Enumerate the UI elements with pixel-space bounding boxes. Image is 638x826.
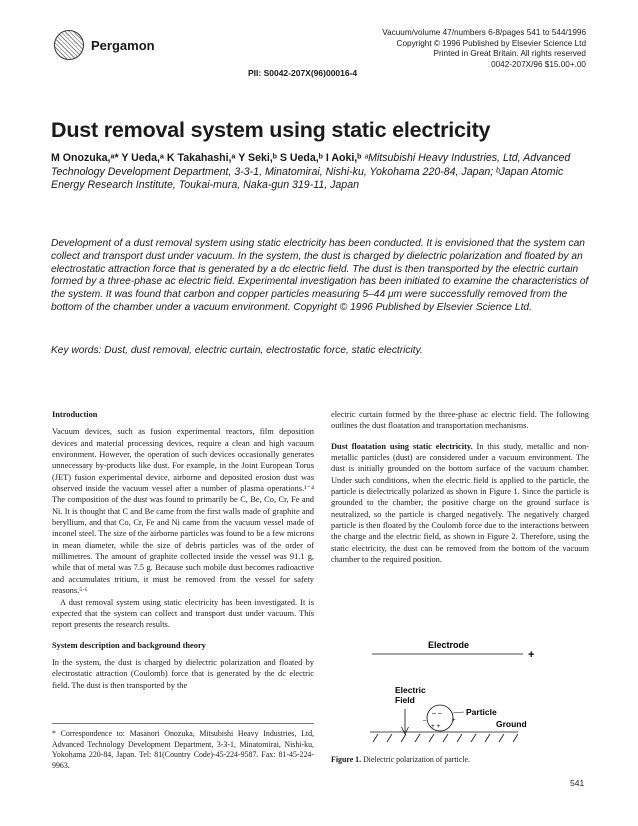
- introduction-paragraph-2: A dust removal system using static electricity has been investigated. It is expected that the system can collect and transport dust under vacuum. This report presents the research results.: [52, 597, 314, 630]
- correspondence-footnote: * Correspondence to: Masanori Onozuka, Mitsubishi Heavy Industries, Ltd, Advanced Technology Development Department, 3-3-1, Minatomirai, Nishi-ku, Yokohama 220-84, Japan. Tel: 81(Country Code)-45-224-9587. Fax: 81-45-224-9963.: [52, 723, 314, 771]
- keywords: Key words: Dust, dust removal, electric curtain, electrostatic force, static electricity.: [51, 345, 423, 356]
- particle-label: Particle: [466, 707, 497, 717]
- particle-negative-charges: – –: [432, 710, 442, 717]
- system-description-paragraph: In the system, the dust is charged by dielectric polarization and floated by electrostatic attraction (Coulomb) force that is generated by the dc electric field. The dust is then transported by the: [52, 657, 314, 690]
- figure-1-caption-text: Dielectric polarization of particle.: [361, 755, 470, 764]
- ground-label: Ground: [496, 719, 527, 729]
- author-names: M Onozuka,ᵃ* Y Ueda,ᵃ K Takahashi,ᵃ Y Seki,ᵇ S Ueda,ᵇ I Aoki,ᵇ: [51, 152, 362, 164]
- figure-1-caption: [331, 755, 470, 764]
- journal-info: [382, 28, 586, 70]
- electrode-plus-sign: +: [528, 649, 535, 661]
- author-block: [51, 152, 591, 193]
- abstract: Development of a dust removal system using static electricity has been conducted. It is envisioned that the system can collect and transport dust under vacuum. In the system, the dust is charged by dielectric polarization and floated by an electrostatic attraction force that is generated by a dc electric field. The dust is then transported by the electric curtain formed by a three-phase ac electric field. Experimental investigation has been initiated to examine the characteristics of the system. It was found that carbon and copper particles measuring 5–44 μm were successfully removed from the bottom of the chamber under a vacuum environment. Copyright © 1996 Published by Elsevier Science Ltd.: [51, 238, 589, 313]
- introduction-paragraph-1: Vacuum devices, such as fusion experimental reactors, film deposition devices and material processing devices, require a clean and high vacuum environment. However, the operation of such devices occasionally generates unnecessary by-products like dust. For example, in the Joint European Torus (JET) fusion experimental device, airborne and deposited erosion dust was observed inside the vacuum vessel after a number of plasma operations.¹⁻⁴ The composition of the dust was found to primarily be C, Be, Co, Cr, Fe and Ni. It is thought that C and Be came from the first walls made of graphite and beryllium, and that Co, Cr, Fe and Ni came from the vacuum vessel made of inconel steel. The size of the airborne particles was found to be a few microns in mean diameter, while the size of debris particles was of the order of millimetres. The amount of graphite collected inside the vessel was 91.1 g, while that of metal was 7.5 g. Because such mobile dust becomes radioactive and accumulates tritium, it must be removed from the vessel for safety reasons.⁵ˑ⁶: [52, 427, 314, 596]
- electric-field-label-line2: Field: [395, 695, 415, 705]
- system-description-heading: System description and background theory: [52, 640, 206, 650]
- dust-floatation-heading: Dust floatation using static electricity.: [331, 441, 473, 451]
- figure-1-caption-label: Figure 1.: [331, 755, 362, 764]
- figure-1-diagram: [360, 635, 580, 750]
- particle-pointer: [453, 712, 464, 713]
- publisher-name: Pergamon: [91, 38, 155, 53]
- journal-info-line1: Vacuum/volume 47/numbers 6-8/pages 541 to 544/1996: [382, 28, 586, 37]
- pergamon-logo-icon: [54, 30, 84, 60]
- dust-floatation-text: In this study, metallic and non-metallic particles (dust) are considered under a vacuum environment. The dust is initially grounded on the bottom surface of the vacuum chamber. Under such conditions, when the electric field is applied to the particle, the particle is dielectrically polarized as shown in Figure 1. Since the particle is grounded to the chamber, the positive charge on the ground surface is neutralized, so the particle is charged negatively. The negatively charged particle is then floated by the Coulomb force due to the interactions between the charge and the electric field, as shown in Figure 2. Therefore, using the static electricity, the dust can be removed from the bottom of the vacuum chamber to the required position.: [331, 441, 589, 565]
- electric-field-label-line1: Electric: [395, 685, 426, 695]
- journal-info-line2: Copyright © 1996 Published by Elsevier Science Ltd: [396, 38, 586, 48]
- particle-side-charge-plus: +: [452, 718, 456, 724]
- dust-floatation-paragraph: [331, 441, 589, 566]
- continuation-paragraph: electric curtain formed by the three-phase ac electric field. The following outlines the dust floatation and transportation mechanisms.: [331, 410, 589, 431]
- author-affiliations: ᵃMitsubishi Heavy Industries, Ltd, Advanced Technology Development Department, 3-3-1, Minatomirai, Nishi-ku, Yokohama 220-84, Japan; ᵇJapan Atomic Energy Research Institute, Toukai-mura, Naka-gun 319-11, Japan: [51, 152, 571, 191]
- column-left: [52, 409, 314, 691]
- column-right: [331, 409, 589, 565]
- pii-identifier: PII: S0042-207X(96)00016-4: [248, 68, 358, 78]
- paper-title: Dust removal system using static electricity: [51, 118, 491, 142]
- electrode-label: Electrode: [428, 640, 470, 650]
- particle-side-charge-minus: –: [423, 718, 427, 724]
- ground-hatching: [373, 734, 518, 742]
- particle-positive-charges: + +: [431, 723, 441, 730]
- page-number: 541: [570, 778, 585, 788]
- journal-info-line4: 0042-207X/96 $15.00+.00: [491, 59, 586, 69]
- journal-info-line3: Printed in Great Britain. All rights reserved: [433, 49, 586, 58]
- introduction-heading: Introduction: [52, 410, 98, 419]
